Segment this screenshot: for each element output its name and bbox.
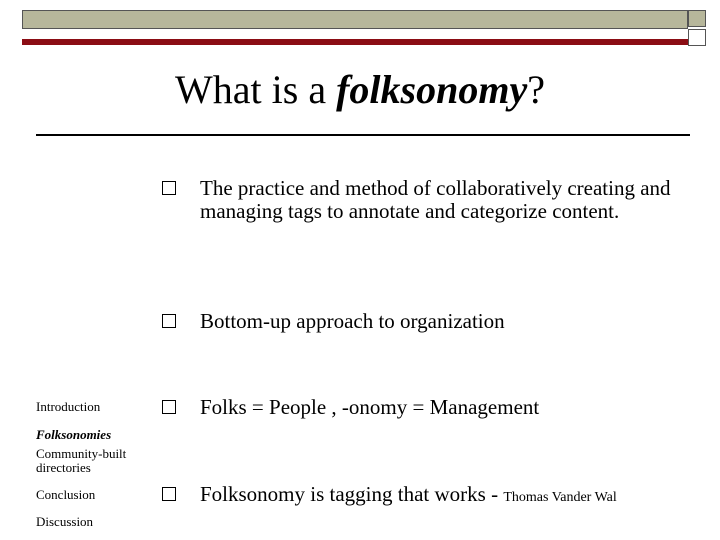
bullet-text-approach: Bottom-up approach to organization [200, 309, 505, 333]
slide-title [0, 64, 720, 116]
bullet-text-etymology: Folks = People , -onomy = Management [200, 395, 540, 419]
bullet-square-icon [162, 314, 176, 328]
nav-item-label: Community-built directories [36, 446, 127, 475]
quote-source: Thomas Vander Wal [503, 490, 617, 505]
olive-bar [22, 10, 688, 29]
bullet-square-icon [162, 181, 176, 195]
bullet-square-icon [162, 487, 176, 501]
bullet-text-quote [200, 483, 700, 509]
title-prefix: What is a [175, 67, 337, 112]
white-square [688, 29, 706, 46]
title-suffix: ? [527, 67, 545, 112]
nav-item-label: Discussion [36, 514, 94, 529]
nav-item-label: Folksonomies [36, 427, 112, 442]
nav-item-label: Conclusion [36, 487, 96, 502]
bullet-square-icon [162, 400, 176, 414]
nav-item-label: Introduction [36, 399, 101, 414]
title-emphasis: folksonomy [336, 67, 528, 112]
maroon-bar [22, 39, 688, 45]
header-decoration-bar [22, 10, 712, 36]
olive-square [688, 10, 706, 27]
quote-text: Folksonomy is tagging that works - [200, 482, 504, 506]
bullet-text-definition: The practice and method of collaboratively creating and managing tags to annotate and categorize content. [200, 176, 671, 223]
title-divider [36, 134, 690, 136]
